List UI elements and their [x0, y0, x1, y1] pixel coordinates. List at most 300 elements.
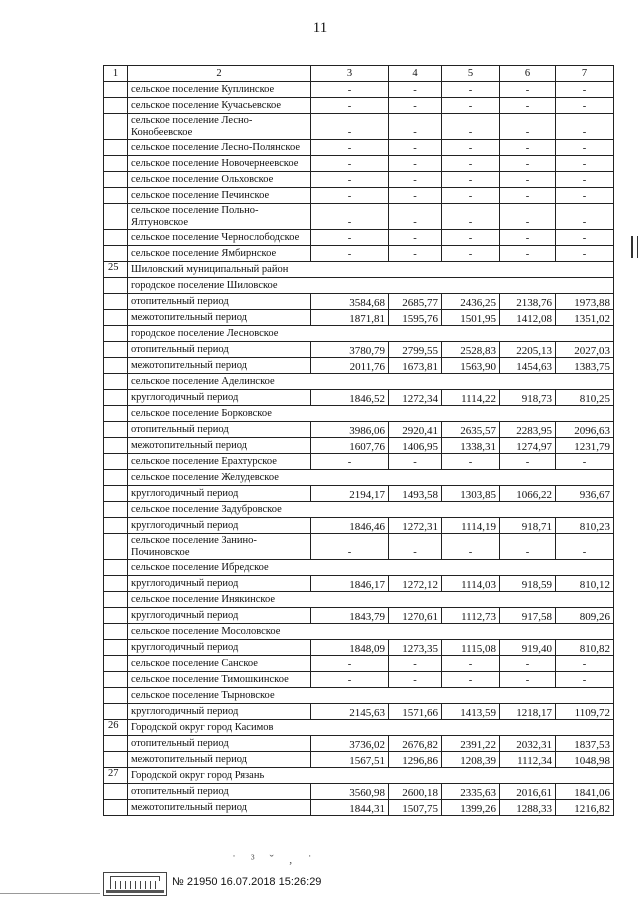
value-cell: 1114,22: [442, 390, 500, 406]
value-cell: -: [442, 98, 500, 114]
row-number-cell: [104, 640, 128, 656]
row-number-cell: [104, 470, 128, 486]
value-cell: 1871,81: [311, 310, 389, 326]
value-cell: -: [389, 172, 442, 188]
value-cell: 2676,82: [389, 736, 442, 752]
value-cell: -: [389, 672, 442, 688]
value-cell: 1507,75: [389, 800, 442, 816]
table-row: [104, 768, 614, 784]
value-cell: -: [556, 140, 614, 156]
value-cell: -: [500, 534, 556, 560]
value-cell: -: [311, 156, 389, 172]
value-cell: 1844,31: [311, 800, 389, 816]
value-cell: 3560,98: [311, 784, 389, 800]
government-building-logo: [103, 872, 167, 896]
row-number-cell: [104, 502, 128, 518]
value-cell: -: [556, 156, 614, 172]
settlement-name-cell: межотопительный период: [128, 358, 311, 374]
settlement-name-cell: сельское поселение Тимошкинское: [128, 672, 311, 688]
value-cell: -: [442, 672, 500, 688]
value-cell: 2335,63: [442, 784, 500, 800]
row-number-cell: [104, 560, 128, 576]
settlement-name-cell: сельское поселение Кучасьевское: [128, 98, 311, 114]
settlement-name-cell: сельское поселение Лесно-Полянское: [128, 140, 311, 156]
row-number-cell: [104, 752, 128, 768]
value-cell: -: [500, 172, 556, 188]
value-cell: -: [500, 230, 556, 246]
value-cell: -: [311, 246, 389, 262]
value-cell: 1272,31: [389, 518, 442, 534]
table-row: [104, 230, 614, 246]
value-cell: 2528,83: [442, 342, 500, 358]
row-number-cell: [104, 278, 128, 294]
header-cell: 1: [104, 66, 128, 82]
settlement-name-cell: межотопительный период: [128, 310, 311, 326]
signature-marks: ˙ ³ ˇ ‚ ˙: [232, 852, 318, 866]
value-cell: 3986,06: [311, 422, 389, 438]
value-cell: 1848,09: [311, 640, 389, 656]
row-number-cell: [104, 358, 128, 374]
value-cell: 2799,55: [389, 342, 442, 358]
row-number-cell: [104, 454, 128, 470]
table-row: [104, 560, 614, 576]
table-row: [104, 114, 614, 140]
page-number: 11: [312, 20, 328, 36]
value-cell: 1112,34: [500, 752, 556, 768]
settlement-name-cell: сельское поселение Польно-Ялтуновское: [128, 204, 311, 230]
table-row: [104, 752, 614, 768]
value-cell: -: [311, 98, 389, 114]
settlement-name-cell: Городской округ город Рязань: [128, 768, 614, 784]
value-cell: 809,26: [556, 608, 614, 624]
value-cell: -: [389, 156, 442, 172]
table-row: [104, 326, 614, 342]
value-cell: 2194,17: [311, 486, 389, 502]
row-number-cell: 26: [104, 720, 128, 736]
value-cell: -: [442, 188, 500, 204]
table-row: [104, 534, 614, 560]
settlement-name-cell: отопительный период: [128, 342, 311, 358]
table-row: [104, 294, 614, 310]
value-cell: -: [389, 82, 442, 98]
value-cell: -: [389, 140, 442, 156]
value-cell: 2635,57: [442, 422, 500, 438]
value-cell: -: [500, 246, 556, 262]
row-number-cell: [104, 704, 128, 720]
value-cell: -: [442, 114, 500, 140]
value-cell: -: [556, 114, 614, 140]
value-cell: 1303,85: [442, 486, 500, 502]
value-cell: -: [442, 534, 500, 560]
table-row: [104, 470, 614, 486]
value-cell: -: [556, 454, 614, 470]
settlement-name-cell: сельское поселение Новочернеевское: [128, 156, 311, 172]
value-cell: 1563,90: [442, 358, 500, 374]
settlement-name-cell: сельское поселение Задубровское: [128, 502, 614, 518]
row-number-cell: [104, 188, 128, 204]
table-row: [104, 172, 614, 188]
value-cell: -: [311, 656, 389, 672]
table-row: [104, 374, 614, 390]
value-cell: 2138,76: [500, 294, 556, 310]
settlement-name-cell: отопительный период: [128, 736, 311, 752]
value-cell: 1843,79: [311, 608, 389, 624]
settlement-name-cell: сельское поселение Лесно-Конобеевское: [128, 114, 311, 140]
table-row: [104, 672, 614, 688]
value-cell: 2920,41: [389, 422, 442, 438]
table-row: [104, 358, 614, 374]
document-registration-number: № 21950 16.07.2018 15:26:29: [172, 876, 322, 888]
value-cell: -: [556, 188, 614, 204]
value-cell: -: [556, 230, 614, 246]
value-cell: -: [556, 82, 614, 98]
header-cell: 3: [311, 66, 389, 82]
value-cell: -: [311, 230, 389, 246]
settlement-name-cell: отопительный период: [128, 422, 311, 438]
table-row: [104, 454, 614, 470]
settlement-name-cell: сельское поселение Мосоловское: [128, 624, 614, 640]
value-cell: 1846,17: [311, 576, 389, 592]
value-cell: 1399,26: [442, 800, 500, 816]
table-row: [104, 204, 614, 230]
value-cell: -: [442, 140, 500, 156]
row-number-cell: [104, 326, 128, 342]
value-cell: -: [442, 172, 500, 188]
value-cell: -: [389, 98, 442, 114]
row-number-cell: [104, 688, 128, 704]
settlement-name-cell: круглогодичный период: [128, 390, 311, 406]
value-cell: 1351,02: [556, 310, 614, 326]
settlement-name-cell: сельское поселение Санское: [128, 656, 311, 672]
value-cell: 1493,58: [389, 486, 442, 502]
value-cell: -: [389, 454, 442, 470]
table-row: [104, 592, 614, 608]
value-cell: 1413,59: [442, 704, 500, 720]
table-row: [104, 486, 614, 502]
row-number-cell: [104, 656, 128, 672]
footer-divider: [0, 893, 100, 894]
table-row: [104, 278, 614, 294]
value-cell: -: [556, 656, 614, 672]
row-number-cell: [104, 82, 128, 98]
settlement-name-cell: круглогодичный период: [128, 608, 311, 624]
row-number-cell: [104, 534, 128, 560]
header-cell: 6: [500, 66, 556, 82]
table-row: [104, 188, 614, 204]
table-row: [104, 704, 614, 720]
settlement-name-cell: сельское поселение Занино-Починовское: [128, 534, 311, 560]
table-row: [104, 640, 614, 656]
row-number-cell: [104, 672, 128, 688]
value-cell: 918,59: [500, 576, 556, 592]
value-cell: -: [556, 172, 614, 188]
value-cell: 810,25: [556, 390, 614, 406]
value-cell: -: [389, 246, 442, 262]
row-number-cell: [104, 592, 128, 608]
value-cell: 2145,63: [311, 704, 389, 720]
table-row: [104, 608, 614, 624]
value-cell: 1595,76: [389, 310, 442, 326]
value-cell: 1412,08: [500, 310, 556, 326]
value-cell: 917,58: [500, 608, 556, 624]
table-row: [104, 156, 614, 172]
table-row: [104, 98, 614, 114]
row-number-cell: [104, 518, 128, 534]
settlement-name-cell: сельское поселение Печинское: [128, 188, 311, 204]
table-row: [104, 502, 614, 518]
settlement-name-cell: межотопительный период: [128, 438, 311, 454]
settlement-name-cell: сельское поселение Ерахтурское: [128, 454, 311, 470]
table-row: [104, 310, 614, 326]
table-row: [104, 800, 614, 816]
value-cell: 1841,06: [556, 784, 614, 800]
row-number-cell: [104, 800, 128, 816]
row-number-cell: [104, 230, 128, 246]
value-cell: -: [500, 82, 556, 98]
value-cell: 2027,03: [556, 342, 614, 358]
value-cell: 1216,82: [556, 800, 614, 816]
value-cell: 1383,75: [556, 358, 614, 374]
row-number-cell: [104, 486, 128, 502]
value-cell: 936,67: [556, 486, 614, 502]
table-row: [104, 406, 614, 422]
value-cell: 3736,02: [311, 736, 389, 752]
row-number-cell: [104, 140, 128, 156]
value-cell: -: [311, 534, 389, 560]
settlement-name-cell: сельское поселение Куплинское: [128, 82, 311, 98]
value-cell: 1567,51: [311, 752, 389, 768]
value-cell: 1607,76: [311, 438, 389, 454]
row-number-cell: [104, 576, 128, 592]
value-cell: -: [556, 246, 614, 262]
value-cell: 2436,25: [442, 294, 500, 310]
value-cell: -: [500, 98, 556, 114]
value-cell: 2283,95: [500, 422, 556, 438]
row-number-cell: 25: [104, 262, 128, 278]
value-cell: 1109,72: [556, 704, 614, 720]
value-cell: 1406,95: [389, 438, 442, 454]
value-cell: -: [442, 82, 500, 98]
row-number-cell: [104, 406, 128, 422]
value-cell: -: [500, 204, 556, 230]
table-row: [104, 422, 614, 438]
header-cell: 4: [389, 66, 442, 82]
value-cell: -: [389, 188, 442, 204]
value-cell: -: [389, 114, 442, 140]
value-cell: -: [500, 188, 556, 204]
value-cell: 1115,08: [442, 640, 500, 656]
value-cell: 1218,17: [500, 704, 556, 720]
settlement-name-cell: городское поселение Лесновское: [128, 326, 614, 342]
settlement-name-cell: межотопительный период: [128, 752, 311, 768]
value-cell: 1274,97: [500, 438, 556, 454]
value-cell: 1846,46: [311, 518, 389, 534]
value-cell: -: [556, 534, 614, 560]
value-cell: 1114,19: [442, 518, 500, 534]
tariff-table: [103, 65, 614, 816]
settlement-name-cell: сельское поселение Инякинское: [128, 592, 614, 608]
row-number-cell: [104, 736, 128, 752]
value-cell: 2391,22: [442, 736, 500, 752]
value-cell: 1673,81: [389, 358, 442, 374]
value-cell: -: [442, 230, 500, 246]
row-number-cell: [104, 422, 128, 438]
header-cell: 7: [556, 66, 614, 82]
settlement-name-cell: сельское поселение Ямбирнское: [128, 246, 311, 262]
value-cell: 1571,66: [389, 704, 442, 720]
value-cell: -: [500, 114, 556, 140]
value-cell: 2685,77: [389, 294, 442, 310]
value-cell: -: [500, 454, 556, 470]
settlement-name-cell: круглогодичный период: [128, 518, 311, 534]
table-row: [104, 246, 614, 262]
value-cell: -: [311, 114, 389, 140]
value-cell: -: [500, 156, 556, 172]
header-cell: 5: [442, 66, 500, 82]
settlement-name-cell: круглогодичный период: [128, 576, 311, 592]
value-cell: -: [389, 656, 442, 672]
value-cell: 810,82: [556, 640, 614, 656]
value-cell: 2096,63: [556, 422, 614, 438]
table-row: [104, 262, 614, 278]
value-cell: 1272,12: [389, 576, 442, 592]
value-cell: -: [442, 246, 500, 262]
value-cell: 1272,34: [389, 390, 442, 406]
value-cell: 919,40: [500, 640, 556, 656]
row-number-cell: [104, 172, 128, 188]
value-cell: 1270,61: [389, 608, 442, 624]
value-cell: 2011,76: [311, 358, 389, 374]
row-number-cell: [104, 246, 128, 262]
value-cell: -: [556, 98, 614, 114]
value-cell: 918,71: [500, 518, 556, 534]
value-cell: -: [311, 82, 389, 98]
row-number-cell: [104, 342, 128, 358]
value-cell: -: [500, 140, 556, 156]
value-cell: -: [311, 672, 389, 688]
value-cell: 1837,53: [556, 736, 614, 752]
row-number-cell: [104, 624, 128, 640]
table-row: [104, 784, 614, 800]
row-number-cell: [104, 310, 128, 326]
settlement-name-cell: сельское поселение Ибредское: [128, 560, 614, 576]
settlement-name-cell: отопительный период: [128, 784, 311, 800]
value-cell: 1973,88: [556, 294, 614, 310]
settlement-name-cell: круглогодичный период: [128, 640, 311, 656]
value-cell: -: [389, 534, 442, 560]
value-cell: 810,23: [556, 518, 614, 534]
value-cell: 1846,52: [311, 390, 389, 406]
table-row: [104, 390, 614, 406]
value-cell: 2016,61: [500, 784, 556, 800]
value-cell: 3780,79: [311, 342, 389, 358]
value-cell: 1208,39: [442, 752, 500, 768]
row-number-cell: [104, 438, 128, 454]
value-cell: 2600,18: [389, 784, 442, 800]
value-cell: -: [556, 204, 614, 230]
row-number-cell: [104, 390, 128, 406]
value-cell: 1454,63: [500, 358, 556, 374]
binding-mark: [631, 236, 638, 258]
value-cell: 1501,95: [442, 310, 500, 326]
settlement-name-cell: Шиловский муниципальный район: [128, 262, 614, 278]
table-row: [104, 656, 614, 672]
settlement-name-cell: городское поселение Шиловское: [128, 278, 614, 294]
value-cell: 3584,68: [311, 294, 389, 310]
value-cell: 1288,33: [500, 800, 556, 816]
settlement-name-cell: круглогодичный период: [128, 704, 311, 720]
value-cell: -: [442, 204, 500, 230]
value-cell: 1048,98: [556, 752, 614, 768]
value-cell: -: [442, 454, 500, 470]
settlement-name-cell: отопительный период: [128, 294, 311, 310]
value-cell: 1066,22: [500, 486, 556, 502]
settlement-name-cell: сельское поселение Тырновское: [128, 688, 614, 704]
settlement-name-cell: сельское поселение Аделинское: [128, 374, 614, 390]
settlement-name-cell: Городской округ город Касимов: [128, 720, 614, 736]
value-cell: 1231,79: [556, 438, 614, 454]
row-number-cell: [104, 294, 128, 310]
settlement-name-cell: сельское поселение Желудевское: [128, 470, 614, 486]
value-cell: 918,73: [500, 390, 556, 406]
row-number-cell: [104, 98, 128, 114]
value-cell: 1114,03: [442, 576, 500, 592]
value-cell: -: [311, 140, 389, 156]
table-row: [104, 576, 614, 592]
row-number-cell: [104, 784, 128, 800]
table-header-row: [104, 66, 614, 82]
table-row: [104, 720, 614, 736]
value-cell: 1338,31: [442, 438, 500, 454]
table-row: [104, 82, 614, 98]
value-cell: -: [311, 454, 389, 470]
value-cell: 2032,31: [500, 736, 556, 752]
row-number-cell: [104, 608, 128, 624]
table-row: [104, 140, 614, 156]
table-row: [104, 624, 614, 640]
row-number-cell: [104, 114, 128, 140]
header-cell: 2: [128, 66, 311, 82]
value-cell: -: [442, 656, 500, 672]
value-cell: 1112,73: [442, 608, 500, 624]
value-cell: -: [389, 230, 442, 246]
value-cell: -: [500, 656, 556, 672]
row-number-cell: 27: [104, 768, 128, 784]
value-cell: -: [442, 156, 500, 172]
row-number-cell: [104, 156, 128, 172]
table-row: [104, 688, 614, 704]
settlement-name-cell: круглогодичный период: [128, 486, 311, 502]
row-number-cell: [104, 374, 128, 390]
value-cell: -: [389, 204, 442, 230]
value-cell: -: [556, 672, 614, 688]
value-cell: 1273,35: [389, 640, 442, 656]
value-cell: 2205,13: [500, 342, 556, 358]
settlement-name-cell: межотопительный период: [128, 800, 311, 816]
settlement-name-cell: сельское поселение Чернослободское: [128, 230, 311, 246]
row-number-cell: [104, 204, 128, 230]
table-row: [104, 736, 614, 752]
settlement-name-cell: сельское поселение Борковское: [128, 406, 614, 422]
table-row: [104, 518, 614, 534]
table-row: [104, 342, 614, 358]
value-cell: -: [311, 188, 389, 204]
table-row: [104, 438, 614, 454]
settlement-name-cell: сельское поселение Ольховское: [128, 172, 311, 188]
value-cell: -: [311, 204, 389, 230]
value-cell: -: [500, 672, 556, 688]
value-cell: -: [311, 172, 389, 188]
